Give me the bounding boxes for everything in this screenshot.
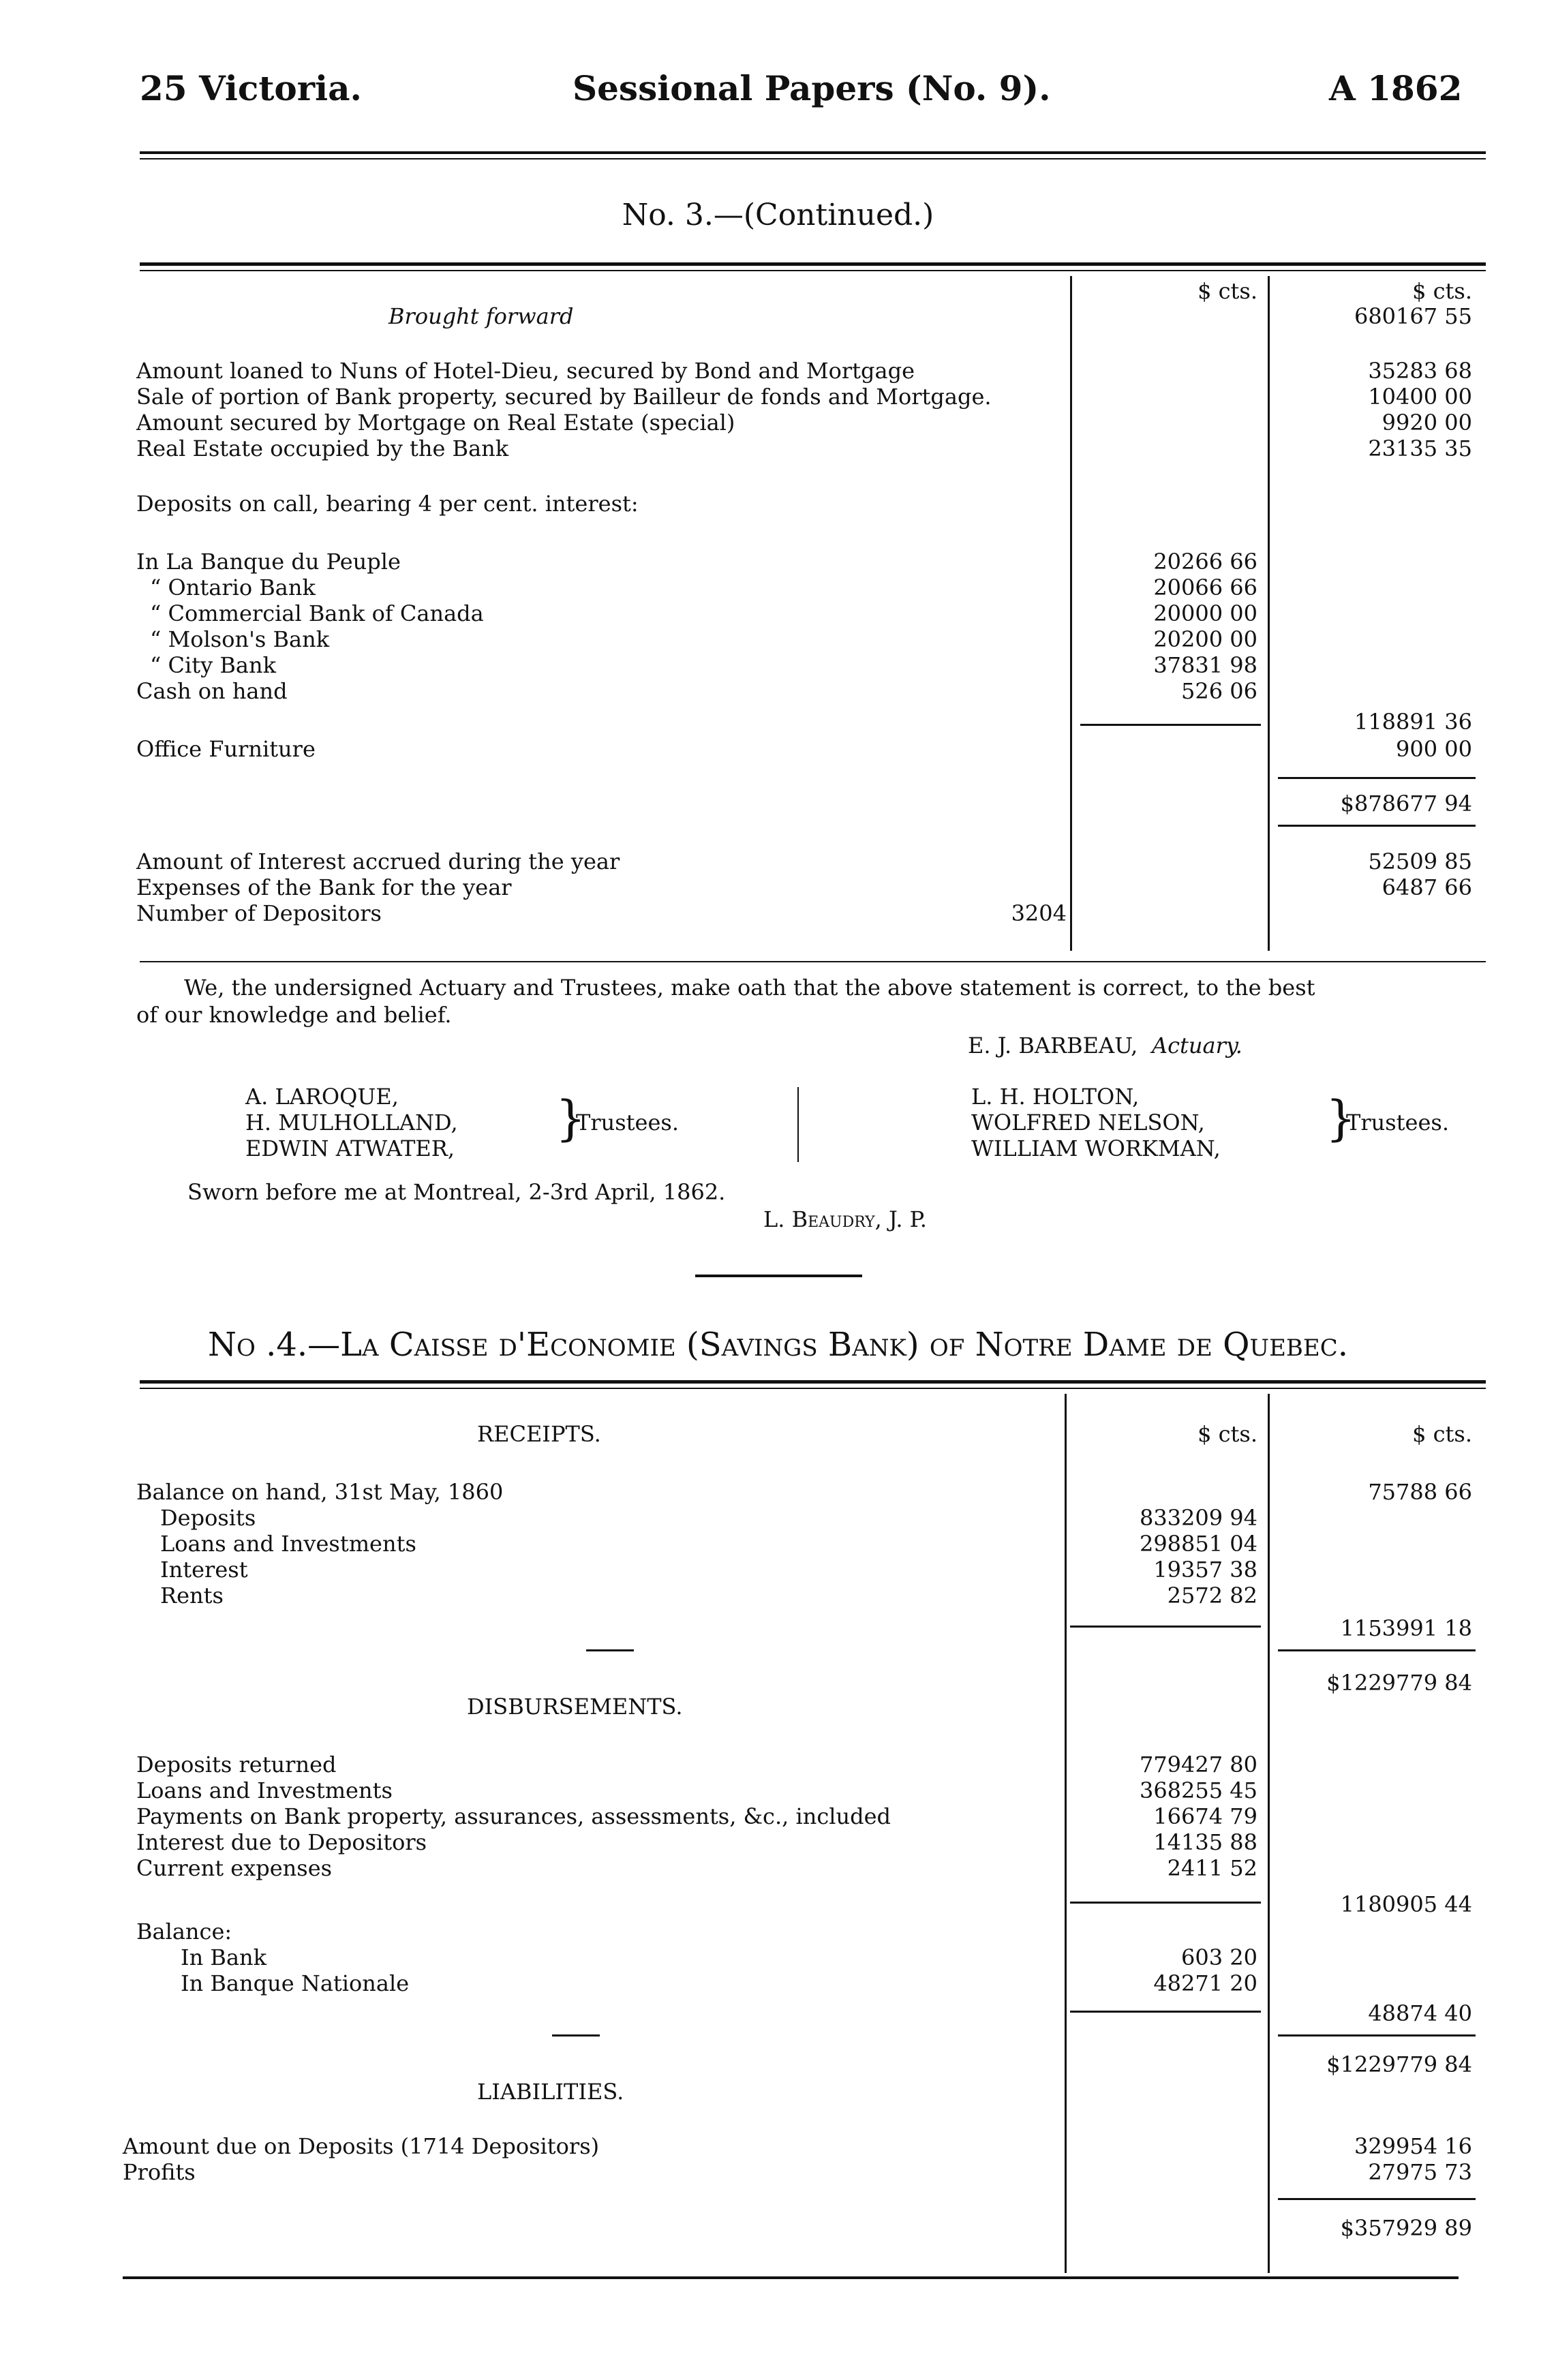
s3-deposit-value: 20066 66 [1153,575,1257,600]
brought-forward-label: Brought forward [388,303,574,329]
oath-line-2: of our knowledge and belief. [136,1002,452,1028]
office-furniture-label: Office Furniture [136,736,316,762]
s3-row-label: Sale of portion of Bank property, secured by Bailleur de fonds and Mortgage. [136,384,992,410]
s4-col-line-2 [1268,1394,1270,2273]
receipt-value: 19357 38 [1153,1557,1257,1583]
oath-rule [140,961,1486,962]
disbursement-label: Interest due to Depositors [136,1829,427,1855]
s3-subtotal-rule [1080,724,1261,726]
header-rule-bottom [140,158,1486,159]
header-right: A 1862 [1329,68,1463,108]
receipt-label: Rents [160,1583,224,1608]
disbursement-value: 779427 80 [1139,1752,1257,1778]
disbursement-label: Loans and Investments [136,1778,393,1803]
balance-row-value: 603 20 [1181,1944,1257,1970]
s3-stat-label: Number of Depositors [136,900,382,926]
balance-row-label: In Banque Nationale [181,1970,410,1996]
receipt-label: Loans and Investments [160,1531,416,1557]
s3-deposit-label: In La Banque du Peuple [136,549,401,575]
s3-total-rule-2 [1278,825,1476,827]
deposits-heading: Deposits on call, bearing 4 per cent. interest: [136,491,639,517]
disbursement-value: 368255 45 [1139,1778,1257,1803]
s3-deposit-value: 20200 00 [1153,626,1257,652]
s3-stat-value: 52509 85 [1368,849,1472,874]
s3-col-line-2 [1268,276,1270,951]
footer-rule [123,2276,1459,2279]
section4-title: No .4.—La Caisse d'Economie (Savings Bank) of Notre Dame de Quebec. [208,1326,1348,1364]
s3-row-label: Amount secured by Mortgage on Real Estate (special) [136,410,735,436]
section-divider [695,1275,862,1277]
receipts-subtotal: 1153991 18 [1340,1615,1472,1641]
balance-on-hand-value: 75788 66 [1368,1479,1472,1505]
liability-label: Profits [123,2159,196,2185]
receipt-label: Deposits [160,1505,256,1531]
brace-left: } [555,1090,586,1146]
oath-line-1: We, the undersigned Actuary and Trustees, make oath that the above statement is correct, to the best [184,975,1315,1001]
office-furniture-value: 900 00 [1396,736,1472,762]
trustees-label-left: Trustees. [576,1110,679,1135]
trustees-label-right: Trustees. [1346,1110,1449,1135]
balance-row-value: 48271 20 [1153,1970,1257,1996]
liability-label: Amount due on Deposits (1714 Depositors) [123,2133,600,2159]
section3-title: No. 3.—(Continued.) [622,198,934,232]
s3-deposits-subtotal: 118891 36 [1354,709,1472,735]
s3-row-value: 23135 35 [1368,436,1472,461]
header-rule-top [140,151,1486,154]
sworn-line: Sworn before me at Montreal, 2-3rd April, 1862. [187,1179,726,1205]
disbursements-subtotal-rule [1070,1902,1261,1904]
s3-col-header-2: $ cts. [1412,278,1472,304]
balance-row-label: In Bank [181,1944,267,1970]
s3-stat-label: Amount of Interest accrued during the year [136,849,620,874]
s3-deposit-value: 20266 66 [1153,549,1257,575]
liabilities-heading: LIABILITIES. [477,2079,624,2105]
s3-row-value: 35283 68 [1368,358,1472,384]
s3-deposit-value: 37831 98 [1153,652,1257,678]
s4-col-header-1: $ cts. [1197,1421,1257,1447]
receipts-total: $1229779 84 [1326,1670,1472,1696]
receipts-total-rule [1278,1649,1476,1651]
short-dash-2 [552,2034,600,2036]
disbursement-label: Payments on Bank property, assurances, assessments, &c., included [136,1803,891,1829]
s3-deposit-label: “ City Bank [150,652,276,678]
disbursement-label: Deposits returned [136,1752,337,1778]
disbursement-value: 2411 52 [1167,1855,1257,1881]
s3-deposit-value: 526 06 [1181,678,1257,704]
brace-right: } [1326,1090,1356,1146]
disbursements-heading: DISBURSEMENTS. [467,1694,683,1720]
balance-subtotal: 48874 40 [1368,2000,1472,2026]
balance-heading: Balance: [136,1919,232,1944]
s3-col-header-1: $ cts. [1197,278,1257,304]
section4-rule [140,1380,1486,1384]
balance-on-hand-label: Balance on hand, 31st May, 1860 [136,1479,504,1505]
disbursements-total: $1229779 84 [1326,2051,1472,2077]
trustee-right-3: WILLIAM WORKMAN, [971,1135,1221,1161]
s4-col-header-2: $ cts. [1412,1421,1472,1447]
disbursement-value: 14135 88 [1153,1829,1257,1855]
section3-rule [140,262,1486,266]
liability-value: 329954 16 [1354,2133,1472,2159]
header-left: 25 Victoria. [140,68,362,108]
disbursement-label: Current expenses [136,1855,333,1881]
brought-forward-value: 680167 55 [1354,303,1472,329]
section3-rule-thin [140,270,1486,271]
s3-row-label: Amount loaned to Nuns of Hotel-Dieu, secured by Bond and Mortgage [136,358,915,384]
trustee-left-2: H. MULHOLLAND, [245,1110,458,1135]
number-of-depositors: 3204 [1011,900,1067,926]
s3-total: $878677 94 [1340,791,1472,817]
disbursements-subtotal: 1180905 44 [1340,1891,1472,1917]
liability-value: 27975 73 [1368,2159,1472,2185]
disbursement-value: 16674 79 [1153,1803,1257,1829]
actuary-name: E. J. BARBEAU, [968,1033,1138,1058]
s3-deposit-value: 20000 00 [1153,600,1257,626]
liabilities-total-rule [1278,2198,1476,2200]
header-center: Sessional Papers (No. 9). [573,68,1051,108]
s3-deposit-label: “ Commercial Bank of Canada [150,600,484,626]
short-dash-1 [586,1649,634,1651]
s3-deposit-label: “ Ontario Bank [150,575,316,600]
s3-stat-value: 6487 66 [1382,874,1472,900]
s3-col-line-1 [1070,276,1072,951]
receipt-value: 2572 82 [1167,1583,1257,1608]
justice-of-peace: L. Beaudry, J. P. [763,1206,927,1232]
s3-total-rule [1278,777,1476,779]
trustee-right-1: L. H. HOLTON, [971,1084,1140,1110]
liabilities-total: $357929 89 [1340,2215,1472,2241]
trustee-left-3: EDWIN ATWATER, [245,1135,455,1161]
disbursements-total-rule [1278,2034,1476,2036]
s3-stat-label: Expenses of the Bank for the year [136,874,512,900]
receipt-label: Interest [160,1557,248,1583]
s3-deposit-label: Cash on hand [136,678,288,704]
s3-row-value: 9920 00 [1382,410,1472,436]
s3-deposit-label: “ Molson's Bank [150,626,330,652]
receipt-value: 833209 94 [1139,1505,1257,1531]
s4-col-line-1 [1065,1394,1067,2273]
trustee-left-1: A. LAROQUE, [245,1084,399,1110]
s3-row-label: Real Estate occupied by the Bank [136,436,509,461]
receipt-value: 298851 04 [1139,1531,1257,1557]
receipts-subtotal-rule [1070,1626,1261,1628]
section4-rule-thin [140,1388,1486,1389]
trustees-divider [797,1087,799,1162]
trustee-right-2: WOLFRED NELSON, [971,1110,1205,1135]
receipts-heading: RECEIPTS. [477,1421,601,1447]
balance-subtotal-rule [1070,2011,1261,2013]
s3-row-value: 10400 00 [1368,384,1472,410]
actuary-title: Actuary. [1152,1033,1242,1058]
